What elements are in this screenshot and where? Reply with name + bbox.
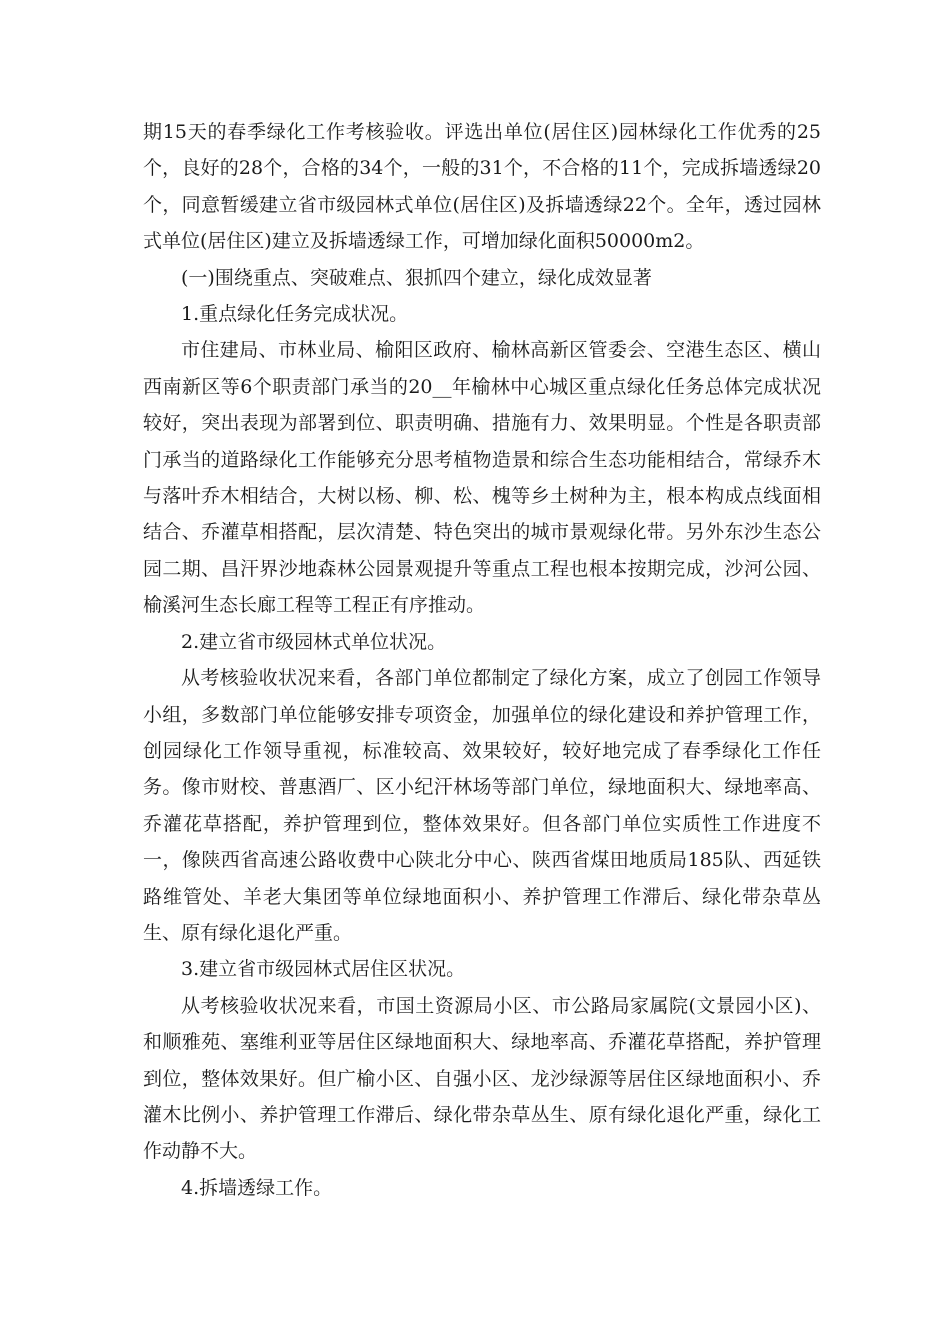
subsection-heading-wall-removal: 4.拆墙透绿工作。 <box>181 1176 333 1199</box>
subsection-heading-garden-residential: 3.建立省市级园林式居住区状况。 <box>181 958 466 981</box>
paragraph-garden-units: 从考核验收状况来看，各部门单位都制定了绿化方案，成立了创园工作领导小组，多数部门单位能够安排专项资金，加强单位的绿化建设和养护管理工作，创园绿化工作领导重视，标准较高、效果较好，较好地完成了春季绿化工作任务。像市财校、普惠酒厂、区小纪汗林场等部门单位，绿地面积大、绿地率高、乔灌花草搭配，养护管理到位，整体效果好。但各部门单位实质性工作进度不一，像陕西省高速公路收费中心陕北分中心、陕西省煤田地质局185队、西延铁路维管处、羊老大集团等单位绿地面积小、养护管理工作滞后、绿化带杂草丛生、原有绿化退化严重。 <box>143 667 821 944</box>
paragraph-garden-residential: 从考核验收状况来看，市国土资源局小区、市公路局家属院(文景园小区)、和顺雅苑、塞维利亚等居住区绿地面积大、绿地率高、乔灌花草搭配，养护管理到位，整体效果好。但广榆小区、自强小区、龙沙绿源等居住区绿地面积小、乔灌木比例小、养护管理工作滞后、绿化带杂草丛生、原有绿化退化严重，绿化工作动静不大。 <box>143 994 821 1163</box>
paragraph-continuation: 期15天的春季绿化工作考核验收。评选出单位(居住区)园林绿化工作优秀的25个，良好的28个，合格的34个，一般的31个，不合格的11个，完成拆墙透绿20个，同意暂缓建立省市级园林式单位(居住区)及拆墙透绿22个。全年，透过园林式单位(居住区)建立及拆墙透绿工作，可增加绿化面积50000m2。 <box>143 121 821 253</box>
document-body <box>143 114 821 1206</box>
paragraph-key-greening: 市住建局、市林业局、榆阳区政府、榆林高新区管委会、空港生态区、横山西南新区等6个职责部门承当的20__年榆林中心城区重点绿化任务总体完成状况较好，突出表现为部署到位、职责明确、措施有力、效果明显。个性是各职责部门承当的道路绿化工作能够充分思考植物造景和综合生态功能相结合，常绿乔木与落叶乔木相结合，大树以杨、柳、松、槐等乡土树种为主，根本构成点线面相结合、乔灌草相搭配，层次清楚、特色突出的城市景观绿化带。另外东沙生态公园二期、昌汗界沙地森林公园景观提升等重点工程也根本按期完成，沙河公园、榆溪河生态长廊工程等工程正有序推动。 <box>143 339 821 617</box>
section-heading-1: (一)围绕重点、突破难点、狠抓四个建立，绿化成效显著 <box>181 266 652 289</box>
subsection-heading-key-greening: 1.重点绿化任务完成状况。 <box>181 303 409 326</box>
subsection-heading-garden-units: 2.建立省市级园林式单位状况。 <box>181 630 447 653</box>
